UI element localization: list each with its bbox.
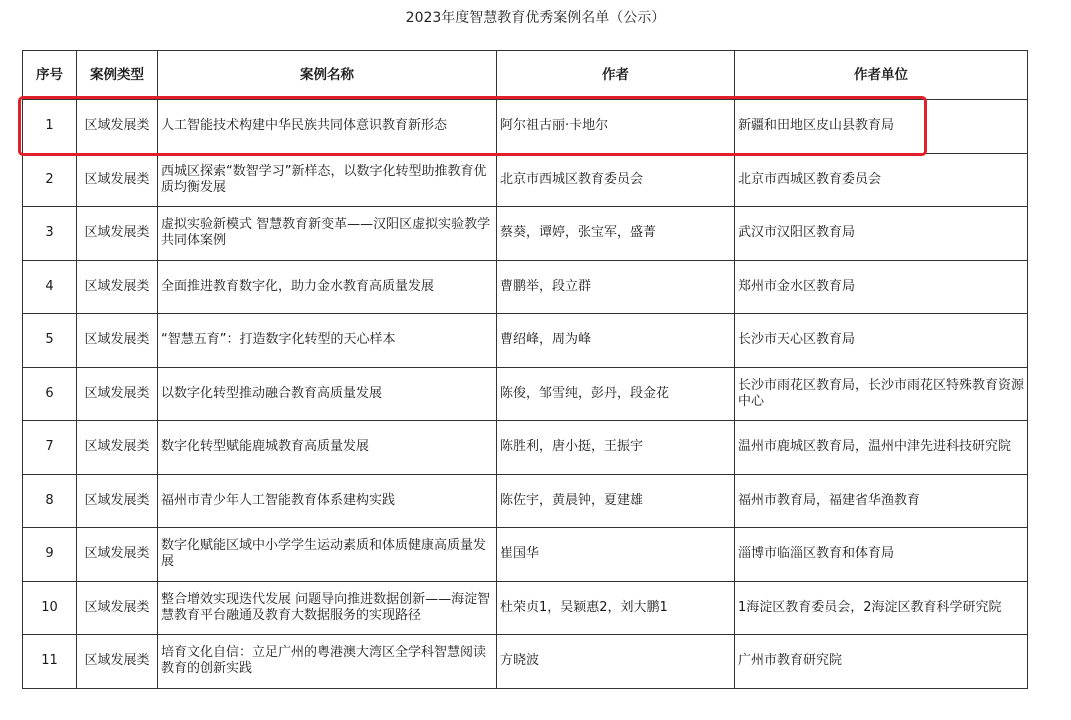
cell-author: 崔国华 — [497, 528, 735, 582]
cell-name: 西城区探索“数智学习”新样态，以数字化转型助推教育优质均衡发展 — [158, 153, 497, 207]
table-row — [23, 421, 1028, 475]
cell-name: 整合增效实现迭代发展 问题导向推进数据创新——海淀智慧教育平台融通及教育大数据服务的实现路径 — [158, 581, 497, 635]
cell-no: 9 — [23, 528, 77, 582]
cell-type: 区域发展类 — [77, 474, 158, 528]
cell-name: 全面推进教育数字化，助力金水教育高质量发展 — [158, 260, 497, 314]
header-unit: 作者单位 — [735, 51, 1028, 100]
cell-author: 北京市西城区教育委员会 — [497, 153, 735, 207]
cell-author: 阿尔祖古丽·卡地尔 — [497, 100, 735, 154]
table-row — [23, 207, 1028, 261]
cell-name: 数字化赋能区域中小学学生运动素质和体质健康高质量发展 — [158, 528, 497, 582]
cell-unit: 武汉市汉阳区教育局 — [735, 207, 1028, 261]
cell-unit: 广州市教育研究院 — [735, 635, 1028, 689]
header-author: 作者 — [497, 51, 735, 100]
cell-no: 7 — [23, 421, 77, 475]
cell-type: 区域发展类 — [77, 207, 158, 261]
table-row — [23, 100, 1028, 154]
table-row — [23, 367, 1028, 421]
cell-no: 2 — [23, 153, 77, 207]
cell-name: 培育文化自信：立足广州的粤港澳大湾区全学科智慧阅读教育的创新实践 — [158, 635, 497, 689]
cell-no: 10 — [23, 581, 77, 635]
cell-type: 区域发展类 — [77, 635, 158, 689]
cell-author: 曹绍峰，周为峰 — [497, 314, 735, 368]
table-row — [23, 153, 1028, 207]
cell-author: 曹鹏举，段立群 — [497, 260, 735, 314]
cell-author: 蔡葵，谭婷，张宝军，盛菁 — [497, 207, 735, 261]
cell-type: 区域发展类 — [77, 528, 158, 582]
table-row — [23, 314, 1028, 368]
cell-unit: 长沙市雨花区教育局，长沙市雨花区特殊教育资源中心 — [735, 367, 1028, 421]
cell-name: 人工智能技术构建中华民族共同体意识教育新形态 — [158, 100, 497, 154]
header-type: 案例类型 — [77, 51, 158, 100]
cell-no: 11 — [23, 635, 77, 689]
cell-author: 方晓波 — [497, 635, 735, 689]
cell-type: 区域发展类 — [77, 260, 158, 314]
cell-name: 福州市青少年人工智能教育体系建构实践 — [158, 474, 497, 528]
page-title: 2023年度智慧教育优秀案例名单（公示） — [405, 10, 666, 26]
cell-unit: 郑州市金水区教育局 — [735, 260, 1028, 314]
cell-type: 区域发展类 — [77, 367, 158, 421]
cell-name: 以数字化转型推动融合教育高质量发展 — [158, 367, 497, 421]
cell-no: 5 — [23, 314, 77, 368]
table-row — [23, 581, 1028, 635]
table-row — [23, 474, 1028, 528]
header-name: 案例名称 — [158, 51, 497, 100]
cell-author: 陈俊，邹雪纯，彭丹，段金花 — [497, 367, 735, 421]
cell-unit: 北京市西城区教育委员会 — [735, 153, 1028, 207]
cell-no: 4 — [23, 260, 77, 314]
cell-no: 1 — [23, 100, 77, 154]
cell-type: 区域发展类 — [77, 314, 158, 368]
table-row — [23, 260, 1028, 314]
cell-type: 区域发展类 — [77, 581, 158, 635]
cell-author: 陈佐宇，黄晨钟，夏建雄 — [497, 474, 735, 528]
table-header-row — [23, 51, 1028, 100]
cell-name: 虚拟实验新模式 智慧教育新变革——汉阳区虚拟实验教学共同体案例 — [158, 207, 497, 261]
header-no: 序号 — [23, 51, 77, 100]
cell-unit: 淄博市临淄区教育和体育局 — [735, 528, 1028, 582]
cell-no: 3 — [23, 207, 77, 261]
cell-unit: 1海淀区教育委员会，2海淀区教育科学研究院 — [735, 581, 1028, 635]
cell-type: 区域发展类 — [77, 421, 158, 475]
cell-unit: 温州市鹿城区教育局，温州中津先进科技研究院 — [735, 421, 1028, 475]
cell-unit: 福州市教育局，福建省华渔教育 — [735, 474, 1028, 528]
cell-author: 陈胜利，唐小挺，王振宇 — [497, 421, 735, 475]
cell-no: 6 — [23, 367, 77, 421]
table-row — [23, 528, 1028, 582]
cell-author: 杜荣贞1，吴颖惠2，刘大鹏1 — [497, 581, 735, 635]
cell-name: “智慧五育”：打造数字化转型的天心样本 — [158, 314, 497, 368]
table-row — [23, 635, 1028, 689]
cell-unit: 长沙市天心区教育局 — [735, 314, 1028, 368]
cell-name: 数字化转型赋能鹿城教育高质量发展 — [158, 421, 497, 475]
cell-unit: 新疆和田地区皮山县教育局 — [735, 100, 1028, 154]
cell-type: 区域发展类 — [77, 153, 158, 207]
cell-no: 8 — [23, 474, 77, 528]
cell-type: 区域发展类 — [77, 100, 158, 154]
case-list-table — [22, 50, 1028, 689]
